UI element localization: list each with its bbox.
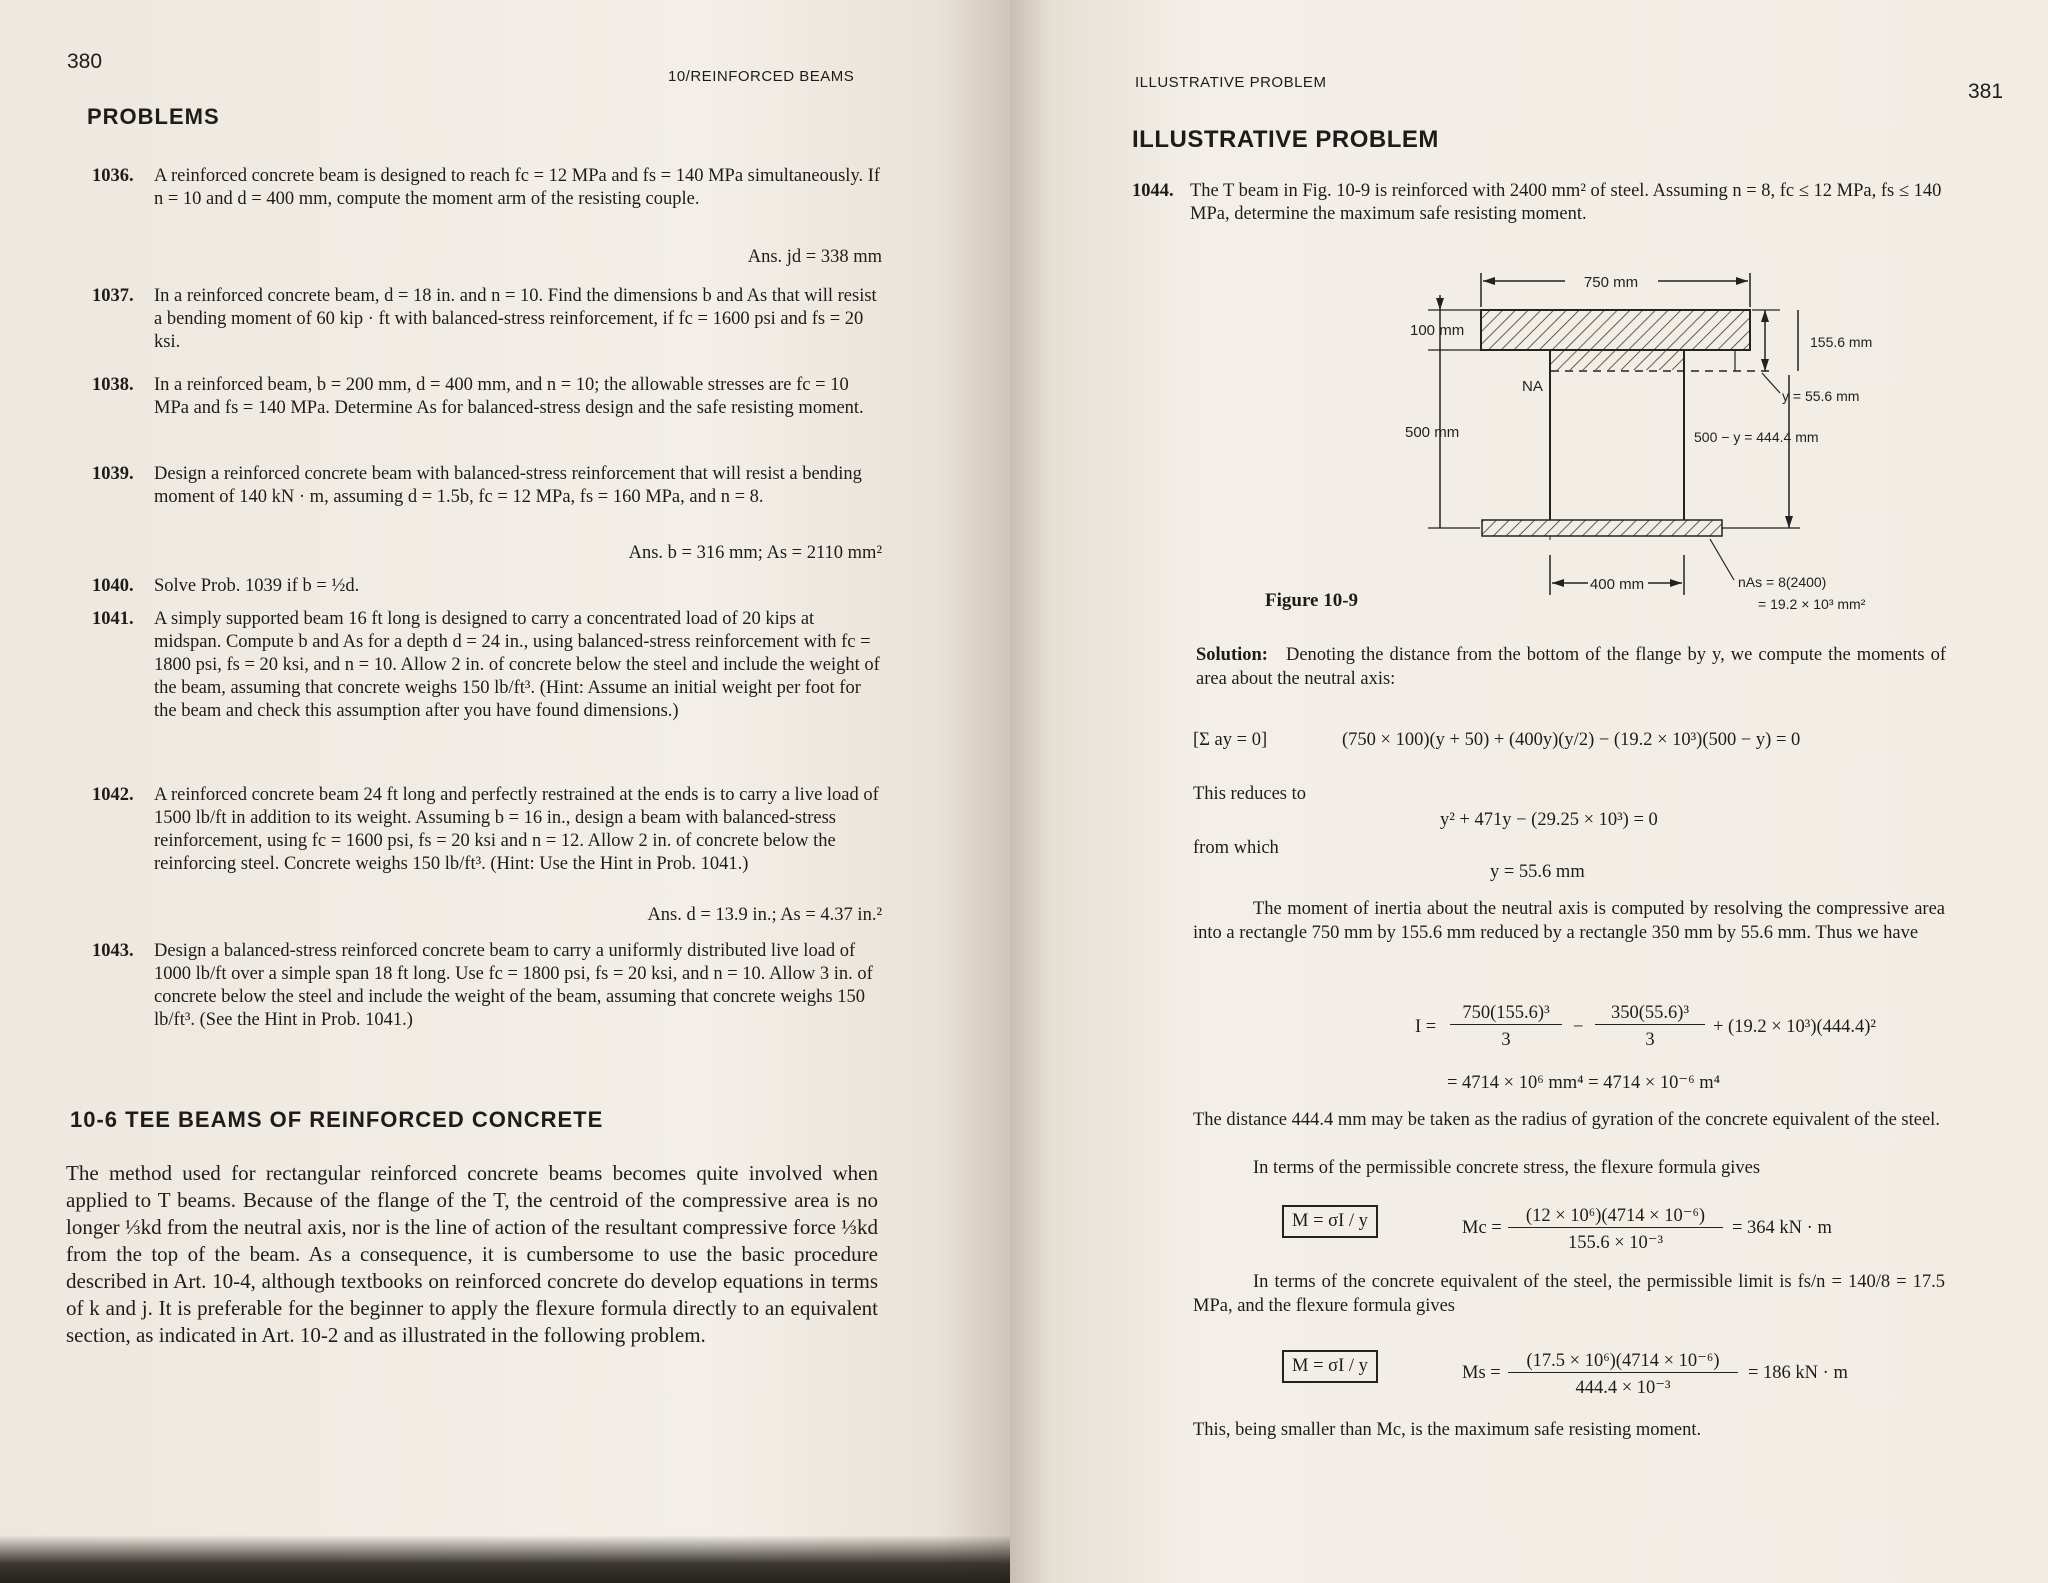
flexure-formula-bracket: M = σI / y: [1282, 1205, 1378, 1238]
transformed-steel-area: [1482, 520, 1722, 536]
leader-line: [1762, 373, 1780, 393]
page-number-left: 380: [67, 50, 103, 73]
inertia-num-2: 350(55.6)³: [1595, 1003, 1705, 1025]
problem-number: 1038.: [92, 375, 134, 395]
reduces-text: This reduces to: [1193, 784, 1307, 804]
problem-number: 1040.: [92, 576, 134, 596]
flange: [1481, 310, 1750, 350]
dim-web-width: 400 mm: [1589, 576, 1645, 593]
arrowhead: [1761, 359, 1769, 371]
from-which-text: from which: [1193, 838, 1279, 858]
dim-flange-depth: 100 mm: [1410, 322, 1465, 339]
problem-text: Design a reinforced concrete beam with balanced-stress reinforcement that will resist a bending moment of 140 kN · m, assuming d = 1.5b, fc = 12 MPa, fs = 160 MPa, and n = 8.: [154, 464, 862, 507]
problem-number: 1041.: [92, 609, 134, 629]
inertia-den-1: 3: [1501, 1030, 1511, 1050]
arrowhead: [1483, 277, 1495, 285]
problem-number: 1044.: [1132, 181, 1174, 201]
inertia-num-1: 750(155.6)³: [1450, 1003, 1562, 1025]
conclusion-text: This, being smaller than Mc, is the maximum safe resisting moment.: [1193, 1420, 1702, 1440]
mc-denominator: 155.6 × 10⁻³: [1567, 1233, 1664, 1253]
inertia-text: The moment of inertia about the neutral axis is computed by resolving the compressive area into a rectangle 750 mm by 155.6 mm reduced by a rectangle 350 mm by 55.6 mm. Thus we have: [1193, 899, 1945, 943]
answer-1039: Ans. b = 316 mm; As = 2110 mm²: [628, 543, 882, 563]
answer-1042: Ans. d = 13.9 in.; As = 4.37 in.²: [647, 905, 882, 925]
running-head-right: ILLUSTRATIVE PROBLEM: [1135, 74, 1327, 91]
arrowhead: [1761, 310, 1769, 322]
arrowhead: [1552, 579, 1564, 587]
arrowhead: [1785, 516, 1793, 528]
problem-text: Design a balanced-stress reinforced concrete beam to carry a uniformly distributed live load of 1000 lb/ft over a simple span 18 ft long. Use fc = 1800 psi, fs = 20 ksi, and n = 10. Allow 3 in. of concrete below the steel and include the weight of the beam, assuming that concrete weighs 150 lb/ft³. (See the Hint in Prob. 1041.): [154, 941, 873, 1030]
inertia-den-2: 3: [1645, 1030, 1655, 1050]
figure-caption: Figure 10-9: [1265, 590, 1359, 611]
problem-text: In a reinforced beam, b = 200 mm, d = 400 mm, and n = 10; the allowable stresses are fc = 10 MPa and fs = 140 MPa. Determine As for balanced-stress design and the safe resisting moment.: [154, 375, 864, 418]
arrowhead: [1736, 277, 1748, 285]
steel-text: In terms of the concrete equivalent of the steel, the permissible limit is fs/n = 140/8 = 17.5 MPa, and the flexure formula gives: [1193, 1272, 1945, 1316]
problem-text: In a reinforced concrete beam, d = 18 in. and n = 10. Find the dimensions b and As that will resist a bending moment of 60 kip · ft with balanced-stress reinforcement, if fc = 1600 psi and fs = 20 ksi.: [154, 286, 877, 352]
illustrative-heading: ILLUSTRATIVE PROBLEM: [1132, 126, 1439, 153]
dim-y: y = 55.6 mm: [1782, 388, 1860, 404]
arrowhead: [1436, 298, 1444, 310]
left-page: [0, 0, 1010, 1583]
dim-kd: 155.6 mm: [1810, 334, 1873, 350]
dim-500-minus-y: 500 − y = 444.4 mm: [1694, 429, 1819, 445]
mc-result: = 364 kN · m: [1732, 1218, 1832, 1238]
arrowhead: [1670, 579, 1682, 587]
problems-heading: PROBLEMS: [87, 104, 220, 129]
problem-number: 1042.: [92, 785, 134, 805]
inertia-result: = 4714 × 10⁶ mm⁴ = 4714 × 10⁻⁶ m⁴: [1447, 1073, 1721, 1093]
answer-1036: Ans. jd = 338 mm: [747, 247, 882, 267]
problem-number: 1039.: [92, 464, 134, 484]
problem-text: A simply supported beam 16 ft long is designed to carry a concentrated load of 20 kips at midspan. Compute b and As for a depth d = 24 in., using balanced-stress reinforcement with fc = 1800 psi, fs = 20 ksi, and n = 10. Allow 2 in. of concrete below the steel and include the weight of the beam, assuming that concrete weighs 150 lb/ft³. (Hint: Assume an initial weight per foot for the beam and check this assumption after you have found dimensions.): [154, 609, 880, 721]
t-beam-figure: [1010, 255, 2048, 625]
concrete-text: In terms of the permissible concrete stress, the flexure formula gives: [1253, 1158, 1761, 1178]
ms-denominator: 444.4 × 10⁻³: [1575, 1378, 1671, 1398]
minus-sign: −: [1573, 1017, 1584, 1037]
problem-text: The T beam in Fig. 10-9 is reinforced with 2400 mm² of steel. Assuming n = 8, fc ≤ 12 MPa, fs ≤ 140 MPa, determine the maximum safe resisting moment.: [1190, 181, 1942, 224]
ms-result: = 186 kN · m: [1748, 1363, 1848, 1383]
radius-text: The distance 444.4 mm may be taken as the radius of gyration of the concrete equivalent of the steel.: [1193, 1110, 1940, 1130]
flexure-formula-bracket-2: M = σI / y: [1282, 1350, 1378, 1383]
right-page: [1010, 0, 2048, 1583]
mc-lhs: Mc =: [1462, 1218, 1502, 1238]
problem-number: 1043.: [92, 941, 134, 961]
problem-text: A reinforced concrete beam is designed to reach fc = 12 MPa and fs = 140 MPa simultaneously. If n = 10 and d = 400 mm, compute the moment arm of the resisting couple.: [154, 166, 881, 209]
problem-number: 1036.: [92, 166, 134, 186]
inertia-tail: + (19.2 × 10³)(444.4)²: [1713, 1017, 1876, 1037]
problem-text: Solve Prob. 1039 if b = ½d.: [154, 576, 360, 596]
section-title: 10-6 TEE BEAMS OF REINFORCED CONCRETE: [70, 1107, 604, 1132]
ms-lhs: Ms =: [1462, 1363, 1501, 1383]
page-number-right: 381: [1968, 80, 2004, 103]
equilibrium-label: [Σ ay = 0]: [1193, 730, 1268, 750]
web-compression-zone: [1550, 350, 1684, 370]
leader-line: [1710, 539, 1734, 580]
dim-depth: 500 mm: [1405, 424, 1460, 441]
steel-label-2: = 19.2 × 10³ mm²: [1758, 596, 1866, 612]
solution-body: Denoting the distance from the bottom of the flange by y, we compute the moments of area about the neutral axis:: [1196, 645, 1946, 689]
y-result: y = 55.6 mm: [1490, 862, 1585, 882]
problem-text: A reinforced concrete beam 24 ft long and perfectly restrained at the ends is to carry a live load of 1500 lb/ft in addition to its weight. Assuming b = 16 in., design a beam with balanced-stress reinforcement, using fc = 1600 psi, fs = 20 ksi and n = 12. Allow 2 in. of concrete below the reinforcing steel. Concrete weighs 150 lb/ft³. (Hint: Use the Hint in Prob. 1041.): [154, 785, 879, 874]
section-paragraph: The method used for rectangular reinforced concrete beams becomes quite involved when applied to T beams. Because of the flange of the T, the centroid of the compressive area is no longer ⅓kd from the neutral axis, nor is the line of action of the resultant compressive force ⅓kd from the top of the beam. As a consequence, it is cumbersome to use the basic procedure described in Art. 10-4, although textbooks on reinforced concrete do develop equations in terms of k and j. It is preferable for the beginner to apply the flexure formula directly to an equivalent section, as indicated in Art. 10-2 and as illustrated in the following problem.: [66, 1161, 878, 1347]
quadratic-equation: y² + 471y − (29.25 × 10³) = 0: [1440, 810, 1658, 830]
solution-label: Solution:: [1196, 645, 1268, 665]
dim-flange-width: 750 mm: [1583, 274, 1639, 291]
ms-numerator: (17.5 × 10⁶)(4714 × 10⁻⁶): [1508, 1350, 1738, 1373]
inertia-lhs: I =: [1415, 1017, 1437, 1037]
solution-text: [1196, 643, 1946, 691]
problem-number: 1037.: [92, 286, 134, 306]
equilibrium-equation: (750 × 100)(y + 50) + (400y)(y/2) − (19.2 × 10³)(500 − y) = 0: [1342, 730, 1801, 750]
running-head-left: 10/REINFORCED BEAMS: [668, 68, 855, 85]
steel-label-1: nAs = 8(2400): [1738, 574, 1827, 590]
mc-numerator: (12 × 10⁶)(4714 × 10⁻⁶): [1508, 1205, 1723, 1228]
na-label: NA: [1522, 378, 1543, 395]
